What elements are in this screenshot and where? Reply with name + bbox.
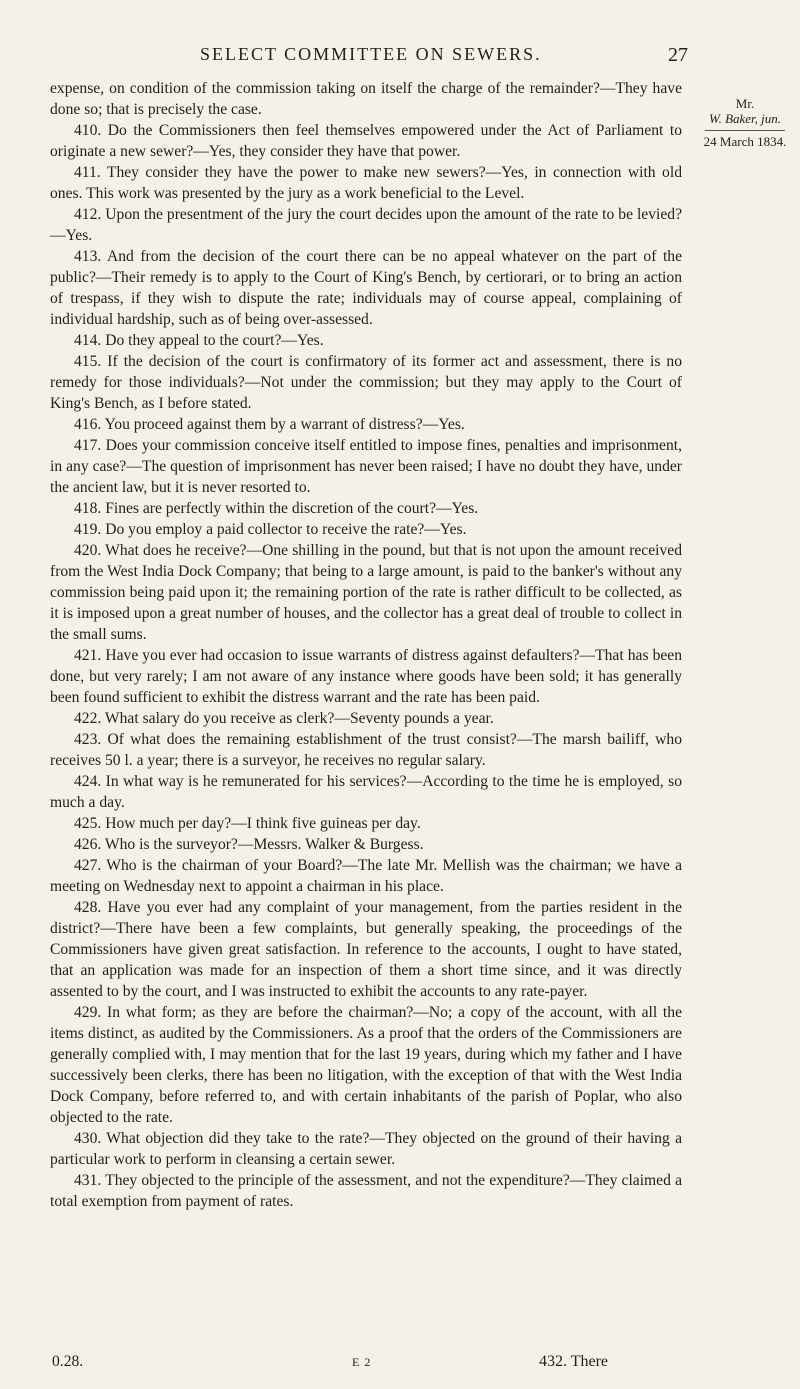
question-430: 430. What objection did they take to the rate?—They objected on the ground of their having a particular work to perform in cleansing a certain sewer. <box>50 1130 682 1168</box>
paragraph: expense, on condition of the commission taking on itself the charge of the remainder?—They have done so; that is precisely the case. <box>50 80 682 118</box>
question-431: 431. They objected to the principle of the assessment, and not the expenditure?—They claimed a total exemption from payment of rates. <box>50 1172 682 1210</box>
page-number: 27 <box>668 44 688 66</box>
signature-mark: 0.28. <box>52 1353 84 1370</box>
testimony-body <box>50 78 682 1212</box>
question-427: 427. Who is the chairman of your Board?—The late Mr. Mellish was the chairman; we have a meeting on Wednesday next to appoint a chairman in his place. <box>50 857 682 895</box>
question-412: 412. Upon the presentment of the jury the court decides upon the amount of the rate to be levied?—Yes. <box>50 206 682 244</box>
question-428: 428. Have you ever had any complaint of your management, from the parties resident in the district?—There have been a few complaints, but generally speaking, the proceedings of the Commissioners have given great satisfaction. In reference to the accounts, I ought to have stated, that an application was made for an inspection of them a short time since, and it was directly assented to by the court, and I was instructed to exhibit the accounts to any rate-payer. <box>50 899 682 1000</box>
question-419: 419. Do you employ a paid collector to receive the rate?—Yes. <box>74 521 467 538</box>
question-413: 413. And from the decision of the court there can be no appeal whatever on the part of the public?—Their remedy is to apply to the Court of King's Bench, by certiorari, or to bring an action of trespass, if they wish to dispute the rate; individuals may of course appeal, complaining of individual hardship, such as of being over-assessed. <box>50 248 682 328</box>
question-416: 416. You proceed against them by a warrant of distress?—Yes. <box>74 416 465 433</box>
question-418: 418. Fines are perfectly within the discretion of the court?—Yes. <box>74 500 479 517</box>
question-425: 425. How much per day?—I think five guineas per day. <box>74 815 421 832</box>
sheet-mark: E 2 <box>352 1355 372 1369</box>
witness-date: 24 March 1834. <box>703 134 787 149</box>
question-421: 421. Have you ever had occasion to issue warrants of distress against defaulters?—That has been done, but very rarely; I am not aware of any instance where goods have been sold; it has generally been found sufficient to exhibit the distress warrant and the rate has been paid. <box>50 647 682 706</box>
margin-divider <box>705 130 785 131</box>
question-423: 423. Of what does the remaining establishment of the trust consist?—The marsh bailiff, who receives 50 l. a year; there is a surveyor, he receives no regular salary. <box>50 731 682 769</box>
question-424: 424. In what way is he remunerated for his services?—According to the time he is employed, so much a day. <box>50 773 682 811</box>
question-426: 426. Who is the surveyor?—Messrs. Walker & Burgess. <box>74 836 424 853</box>
witness-name: W. Baker, jun. <box>708 111 782 126</box>
witness-title: Mr. <box>735 96 755 111</box>
catchword: 432. There <box>539 1353 609 1370</box>
margin-note <box>690 96 800 149</box>
question-417: 417. Does your commission conceive itself entitled to impose fines, penalties and imprisonment, in any case?—The question of imprisonment has never been raised; I have no doubt they have, under the ancient law, but it is never resorted to. <box>50 437 682 496</box>
question-422: 422. What salary do you receive as clerk?—Seventy pounds a year. <box>74 710 494 727</box>
question-415: 415. If the decision of the court is confirmatory of its former act and assessment, there is no remedy for those individuals?—Not under the commission; but they may apply to the Court of King's Bench, as I before stated. <box>50 353 682 412</box>
question-414: 414. Do they appeal to the court?—Yes. <box>74 332 324 349</box>
question-410: 410. Do the Commissioners then feel themselves empowered under the Act of Parliament to originate a new sewer?—Yes, they consider they have that power. <box>50 122 682 160</box>
question-420: 420. What does he receive?—One shilling in the pound, but that is not upon the amount received from the West India Dock Company; that being to a large amount, is paid to the banker's without any commission being paid upon it; the remaining portion of the rate is rather difficult to be collected, as it is imposed upon a great number of houses, and the collector has a great deal of trouble to collect in the small sums. <box>50 542 682 643</box>
page-title: SELECT COMMITTEE ON SEWERS. <box>200 44 542 64</box>
question-411: 411. They consider they have the power to make new sewers?—Yes, in connection with old ones. This work was presented by the jury as a work beneficial to the Level. <box>50 164 682 202</box>
question-429: 429. In what form; as they are before the chairman?—No; a copy of the account, with all the items distinct, as audited by the Commissioners. As a proof that the orders of the Commissioners are generally complied with, I may mention that for the last 19 years, during which my father and I have successively been clerks, there has been no litigation, with the exception of that with the West India Dock Company, before referred to, and with certain inhabitants of the parish of Poplar, who also objected to the rate. <box>50 1004 682 1126</box>
